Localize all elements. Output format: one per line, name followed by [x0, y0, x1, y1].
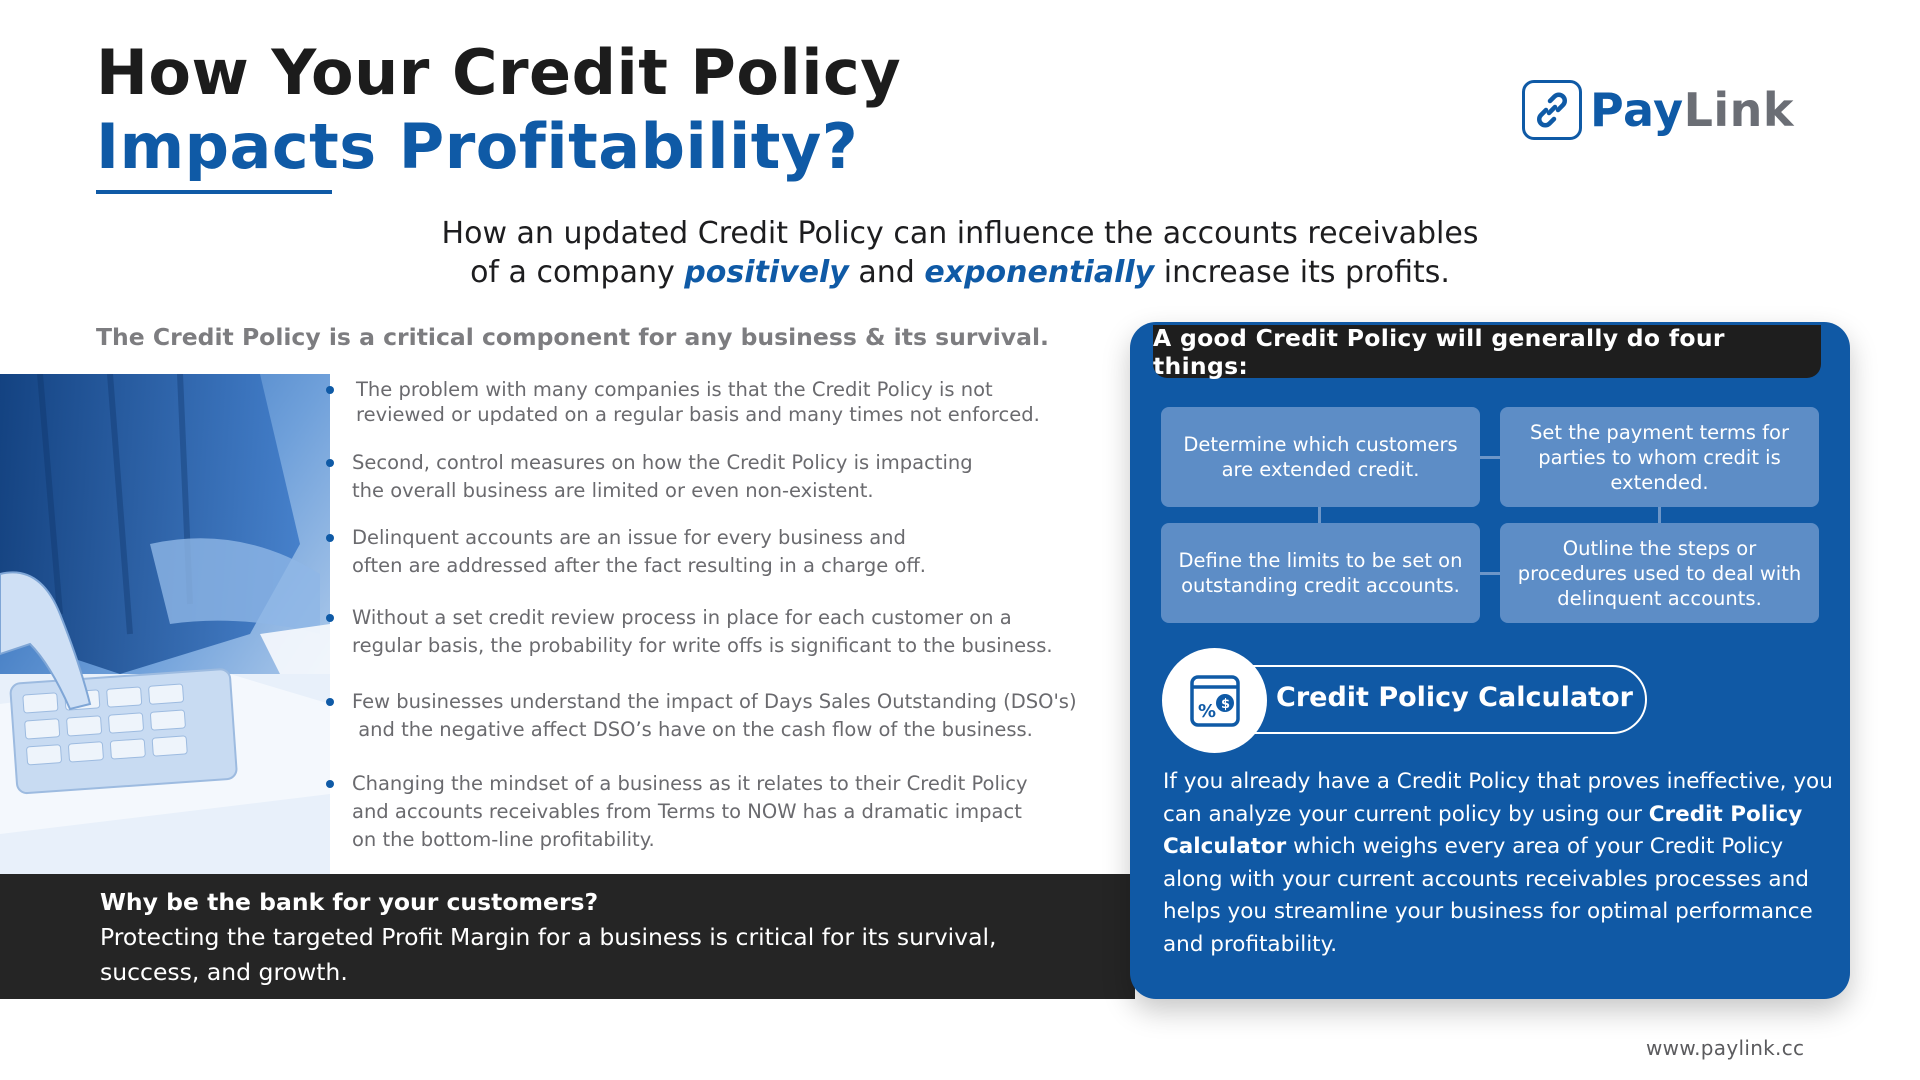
calculator-hand-photo	[0, 374, 330, 874]
list-item	[320, 770, 1028, 854]
subtitle-em-positively: positively	[684, 255, 849, 290]
panel-description	[1163, 766, 1843, 961]
subtitle	[0, 214, 1920, 292]
bullet-icon	[326, 534, 334, 542]
list-item-line: Without a set credit review process in place for each customer on a	[352, 606, 1012, 629]
title-line-1: How Your Credit Policy	[96, 36, 902, 109]
bullet-icon	[326, 386, 334, 394]
paylink-logo	[1522, 80, 1794, 140]
subtitle-pre: of a company	[470, 255, 685, 290]
list-item	[320, 604, 1053, 660]
callout-heading: Why be the bank for your customers?	[100, 888, 599, 916]
subtitle-post: increase its profits.	[1154, 255, 1450, 290]
bullet-icon	[326, 614, 334, 622]
panel-text-post: which weighs every area of your Credit Policy along with your current accounts receivables processes and helps you streamline your business for optimal performance and profitability.	[1163, 834, 1813, 957]
list-item-line: Delinquent accounts are an issue for every business and	[352, 526, 906, 549]
policy-box-delinquent: Outline the steps or procedures used to deal with delinquent accounts.	[1500, 523, 1819, 623]
list-item-line: and the negative affect DSO’s have on the cash flow of the business.	[352, 718, 1033, 741]
policy-box-payment-terms: Set the payment terms for parties to whom credit is extended.	[1500, 407, 1819, 507]
list-item-line: The problem with many companies is that the Credit Policy is not	[356, 378, 993, 401]
list-item	[320, 449, 973, 505]
website-url[interactable]: www.paylink.cc	[1646, 1036, 1805, 1060]
policy-box-limits: Define the limits to be set on outstanding credit accounts.	[1161, 523, 1480, 623]
list-item-line: the overall business are limited or even non-existent.	[352, 479, 874, 502]
list-item	[320, 376, 1040, 429]
calculator-label[interactable]: Credit Policy Calculator	[1276, 682, 1633, 713]
logo-link: Link	[1683, 83, 1795, 137]
policy-box-customers: Determine which customers are extended credit.	[1161, 407, 1480, 507]
list-item-line: often are addressed after the fact resulting in a charge off.	[352, 554, 926, 577]
svg-text:%: %	[1197, 700, 1216, 722]
bullet-icon	[326, 698, 334, 706]
callout-text: Protecting the targeted Profit Margin for a business is critical for its survival, success, and growth.	[100, 923, 997, 986]
list-item-line: reviewed or updated on a regular basis and many times not enforced.	[356, 403, 1040, 426]
panel-text-bold: Credit Policy Calculator	[1163, 801, 1803, 859]
list-item	[320, 524, 926, 580]
bullet-icon	[326, 459, 334, 467]
logo-pay: Pay	[1590, 83, 1684, 137]
subtitle-em-exponentially: exponentially	[924, 255, 1155, 290]
list-item-line: on the bottom-line profitability.	[352, 828, 655, 851]
title-line-2: Impacts Profitability?	[96, 110, 859, 183]
subtitle-line-2	[0, 253, 1920, 292]
calculator-percent-dollar-icon	[1162, 648, 1267, 753]
bullet-icon	[326, 780, 334, 788]
subtitle-mid: and	[848, 255, 925, 290]
logo-wordmark	[1590, 83, 1794, 137]
list-item-line: Second, control measures on how the Credit Policy is impacting	[352, 451, 973, 474]
subtitle-line-1: How an updated Credit Policy can influence the accounts receivables	[441, 216, 1479, 251]
list-item-line: and accounts receivables from Terms to NOW has a dramatic impact	[352, 800, 1022, 823]
panel-text-pre: If you already have a Credit Policy that proves ineffective, you can analyze your current policy by using our	[1163, 769, 1833, 827]
list-item-line: Few businesses understand the impact of Days Sales Outstanding (DSO's)	[352, 690, 1077, 713]
svg-text:$: $	[1220, 696, 1230, 712]
box-connector	[1480, 572, 1500, 575]
page-title	[96, 36, 901, 184]
chain-link-icon	[1522, 80, 1582, 140]
title-underline	[96, 190, 332, 194]
list-item-line: regular basis, the probability for write offs is significant to the business.	[352, 634, 1053, 657]
lead-statement: The Credit Policy is a critical component for any business & its survival.	[96, 323, 1049, 351]
list-item-line: Changing the mindset of a business as it relates to their Credit Policy	[352, 772, 1028, 795]
list-item	[320, 688, 1077, 744]
box-connector	[1480, 456, 1500, 459]
panel-heading: A good Credit Policy will generally do four things:	[1153, 325, 1821, 378]
